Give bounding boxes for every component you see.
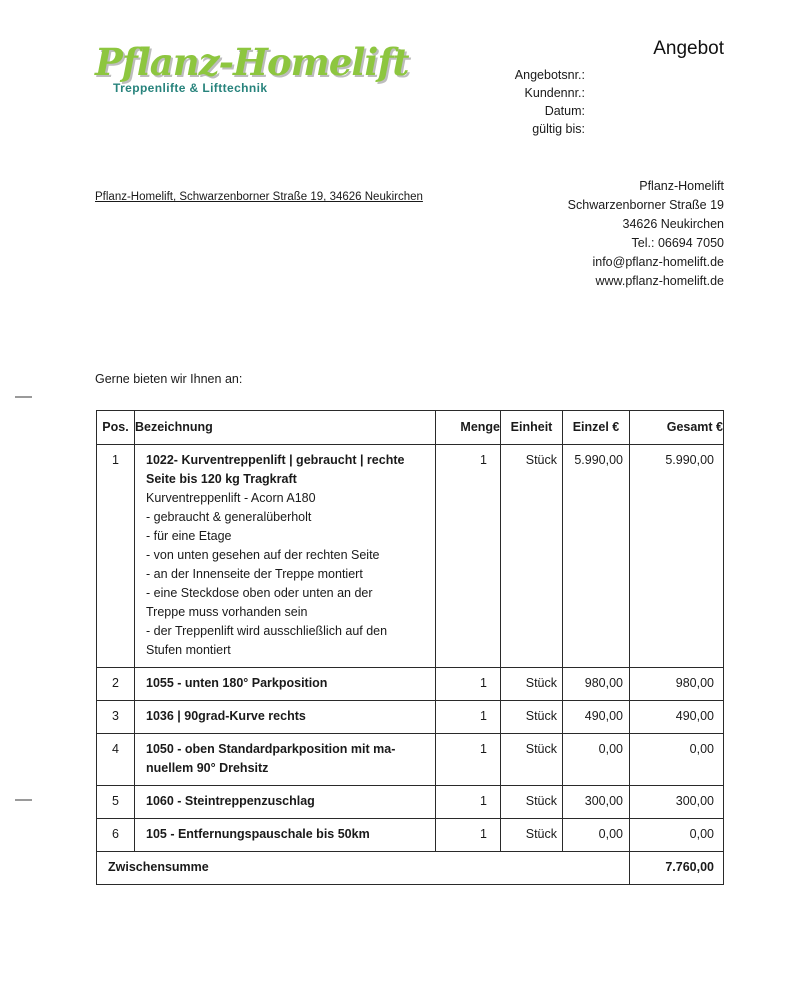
item-qty: 1: [436, 701, 501, 734]
subtotal-value: 7.760,00: [630, 852, 724, 885]
item-title-line: 1036 | 90grad-Kurve rechts: [146, 709, 306, 723]
item-unit-price: 0,00: [563, 734, 630, 786]
item-unit-price: 5.990,00: [563, 445, 630, 668]
company-logo-name: Pflanz-Homelift: [95, 40, 409, 84]
table-row: [97, 734, 724, 786]
item-unit-price: 300,00: [563, 786, 630, 819]
item-unit: Stück: [501, 734, 563, 786]
item-pos: 6: [97, 819, 135, 852]
company-address-block: [568, 177, 724, 291]
item-unit-price: 0,00: [563, 819, 630, 852]
valid-until-label: gültig bis:: [532, 122, 585, 136]
item-detail-line: - gebraucht & generalüberholt: [146, 510, 312, 524]
header-gesamt: Gesamt €: [630, 411, 724, 445]
header-menge: Menge: [436, 411, 501, 445]
item-pos: 5: [97, 786, 135, 819]
item-description: [135, 819, 436, 852]
item-detail-line: Stufen montiert: [146, 643, 231, 657]
date-label: Datum:: [544, 104, 585, 118]
fold-mark-top: [15, 396, 32, 398]
item-title-line: 1060 - Steintreppenzuschlag: [146, 794, 315, 808]
fold-mark-bottom: [15, 799, 32, 801]
header-bezeichnung: Bezeichnung: [135, 411, 436, 445]
item-description: [135, 734, 436, 786]
item-title-line: nuellem 90° Drehsitz: [146, 761, 269, 775]
address-city: 34626 Neukirchen: [622, 217, 724, 231]
item-unit: Stück: [501, 445, 563, 668]
address-email: info@pflanz-homelift.de: [592, 255, 724, 269]
item-qty: 1: [436, 734, 501, 786]
item-description: [135, 668, 436, 701]
item-title-line: 1022- Kurventreppenlift | gebraucht | rechte: [146, 453, 405, 467]
item-qty: 1: [436, 786, 501, 819]
item-total: 0,00: [630, 819, 724, 852]
item-detail-line: - eine Steckdose oben oder unten an der: [146, 586, 373, 600]
item-description: [135, 445, 436, 668]
sender-address-line: Pflanz-Homelift, Schwarzenborner Straße 19, 34626 Neukirchen: [95, 191, 423, 203]
item-total: 980,00: [630, 668, 724, 701]
item-description: [135, 786, 436, 819]
item-total: 490,00: [630, 701, 724, 734]
table-row: [97, 786, 724, 819]
item-detail-line: - für eine Etage: [146, 529, 232, 543]
item-title-line: 1050 - oben Standardparkposition mit ma-: [146, 742, 396, 756]
item-pos: 3: [97, 701, 135, 734]
item-total: 5.990,00: [630, 445, 724, 668]
offer-meta-block: [515, 66, 585, 138]
address-company-name: Pflanz-Homelift: [639, 179, 724, 193]
company-logo: [95, 40, 408, 95]
customer-number-label: Kundennr.:: [524, 86, 585, 100]
header-einzel: Einzel €: [563, 411, 630, 445]
item-unit: Stück: [501, 819, 563, 852]
item-total: 0,00: [630, 734, 724, 786]
header-einheit: Einheit: [501, 411, 563, 445]
table-row: [97, 445, 724, 668]
item-unit: Stück: [501, 786, 563, 819]
document-title: Angebot: [653, 38, 724, 59]
item-detail-line: - der Treppenlift wird ausschließlich auf den: [146, 624, 388, 638]
address-website: www.pflanz-homelift.de: [595, 274, 724, 288]
item-detail-line: - an der Innenseite der Treppe montiert: [146, 567, 363, 581]
offer-number-label: Angebotsnr.:: [514, 68, 585, 82]
item-detail-line: Treppe muss vorhanden sein: [146, 605, 308, 619]
item-pos: 1: [97, 445, 135, 668]
subtotal-row: [97, 852, 724, 885]
item-title-line: 1055 - unten 180° Parkposition: [146, 676, 328, 690]
item-pos: 2: [97, 668, 135, 701]
company-logo-tagline: Treppenlifte & Lifttechnik: [113, 81, 268, 95]
subtotal-label: Zwischensumme: [97, 852, 630, 885]
address-street: Schwarzenborner Straße 19: [567, 198, 724, 212]
table-row: [97, 668, 724, 701]
item-detail-line: Kurventreppenlift - Acorn A180: [146, 491, 316, 505]
item-unit: Stück: [501, 668, 563, 701]
item-pos: 4: [97, 734, 135, 786]
table-row: [97, 819, 724, 852]
offer-items-table: [96, 410, 724, 885]
table-row: [97, 701, 724, 734]
item-description: [135, 701, 436, 734]
item-unit: Stück: [501, 701, 563, 734]
item-total: 300,00: [630, 786, 724, 819]
item-qty: 1: [436, 445, 501, 668]
item-title-line: Seite bis 120 kg Tragkraft: [146, 472, 297, 486]
table-header-row: [97, 411, 724, 445]
item-unit-price: 490,00: [563, 701, 630, 734]
address-phone: Tel.: 06694 7050: [631, 236, 724, 250]
item-title-line: 105 - Entfernungspauschale bis 50km: [146, 827, 370, 841]
item-detail-line: - von unten gesehen auf der rechten Seite: [146, 548, 380, 562]
item-unit-price: 980,00: [563, 668, 630, 701]
item-qty: 1: [436, 819, 501, 852]
item-qty: 1: [436, 668, 501, 701]
intro-text: Gerne bieten wir Ihnen an:: [95, 372, 243, 386]
header-pos: Pos.: [97, 411, 135, 445]
